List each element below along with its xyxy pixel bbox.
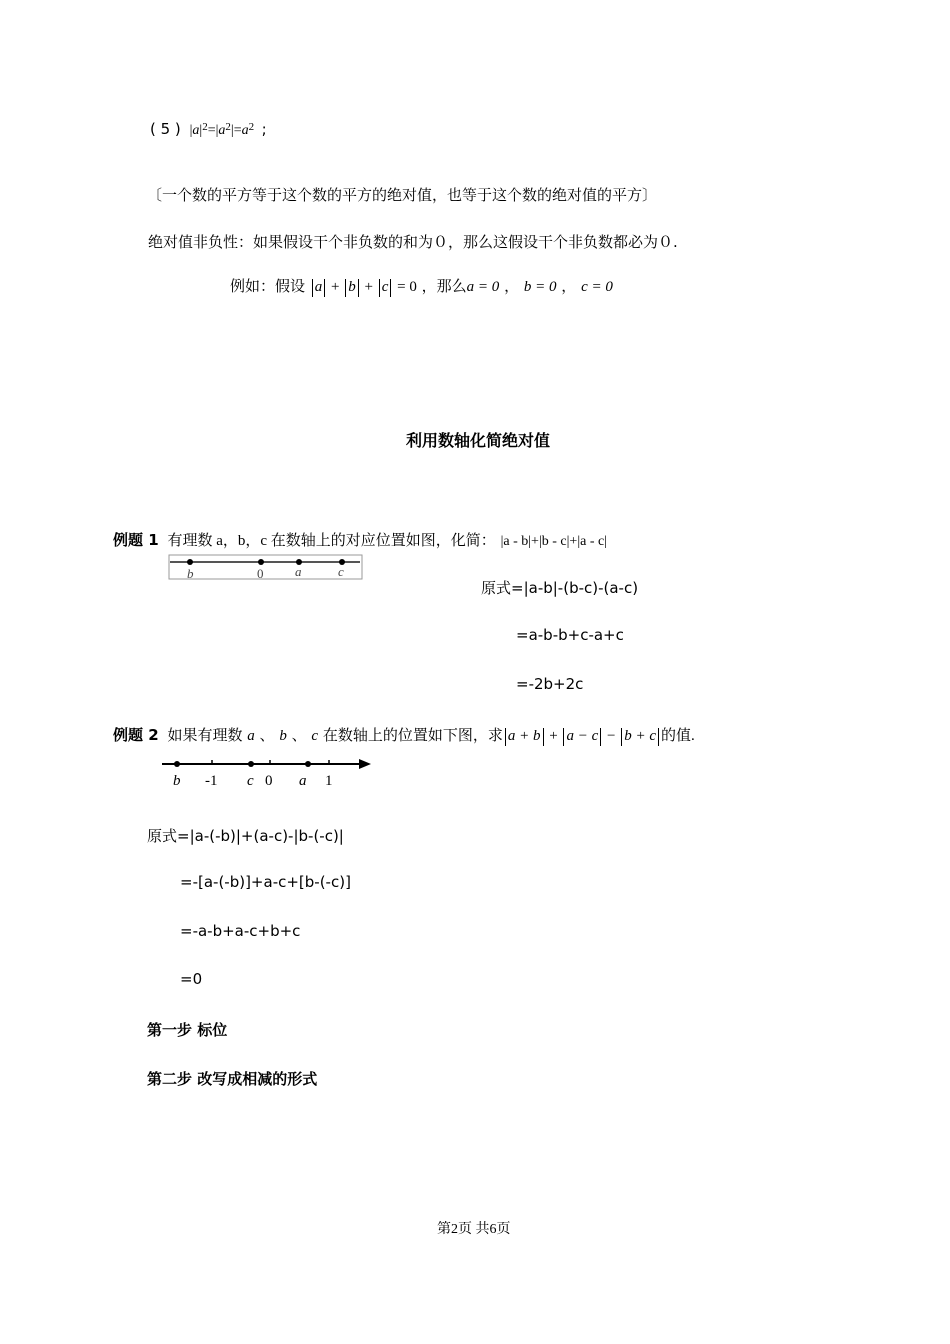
property5-formula: $|a|^2=|a^2|=a^2$	[189, 121, 255, 138]
label-1: 1	[325, 773, 333, 789]
label-b: b	[173, 773, 181, 789]
property5-label: ( 5 )	[150, 120, 181, 138]
example2-solution-line-2: =-[a-(-b)]+a-c+[b-(-c)]	[180, 873, 351, 891]
nonnegativity-example: 例如：假设 a + b + c = 0 ，那么a = 0 ， b = 0 ， c = 0	[230, 277, 613, 295]
point-c	[248, 761, 254, 767]
example1-solution-line-3: =-2b+2c	[516, 675, 584, 693]
property5-line	[150, 120, 267, 139]
example-formula: a + b + c	[310, 279, 397, 295]
example1-label: 例题 1	[113, 531, 159, 549]
example2-solution-line-1: 原式=|a-(-b)|+(a-c)-|b-(-c)|	[147, 827, 344, 845]
label-b: b	[187, 566, 194, 581]
example1-solution-line-1: 原式=|a-b|-(b-c)-(a-c)	[481, 579, 639, 597]
nonnegativity-text: 绝对值非负性：如果假设干个非负数的和为０，那么这假设干个非负数都必为０.	[148, 233, 678, 251]
example2-expression: a + b + a − c − b + c	[503, 728, 661, 744]
section-title: 利用数轴化简绝对值	[406, 431, 551, 450]
label-c: c	[247, 773, 254, 789]
label-0: 0	[265, 773, 273, 789]
page-footer: 第2页 共6页	[437, 1222, 511, 1237]
property5-end: ;	[261, 120, 267, 138]
step-1: 第一步 标位	[147, 1021, 228, 1039]
example1-question: 例题 1 有理数 a，b，c 在数轴上的对应位置如图，化简： |a - b|+|b - c|+|a - c|	[113, 531, 608, 549]
example2-label: 例题 2	[113, 726, 159, 744]
label-c: c	[338, 564, 344, 579]
label-0: 0	[257, 566, 264, 581]
example2-number-line	[160, 754, 375, 790]
label-a: a	[299, 773, 307, 789]
point-a	[305, 761, 311, 767]
example1-expression: |a - b|+|b - c|+|a - c|	[500, 534, 608, 549]
example2-question: 例题 2 如果有理数 a 、 b 、 c 在数轴上的位置如下图，求 a + b + a − c − b + c 的值.	[113, 726, 695, 744]
example2-solution-line-4: =0	[180, 970, 203, 988]
point-b	[187, 559, 193, 565]
point-b	[174, 761, 180, 767]
example1-number-line	[168, 554, 364, 582]
label-a: a	[295, 564, 302, 579]
point-0	[258, 559, 264, 565]
property5-note: 〔一个数的平方等于这个数的平方的绝对值，也等于这个数的绝对值的平方〕	[147, 186, 658, 204]
step-2: 第二步 改写成相减的形式	[147, 1070, 318, 1088]
example2-solution-line-3: =-a-b+a-c+b+c	[180, 922, 301, 940]
example1-solution-line-2: =a-b-b+c-a+c	[516, 626, 624, 644]
label-minus-1: -1	[205, 773, 218, 789]
